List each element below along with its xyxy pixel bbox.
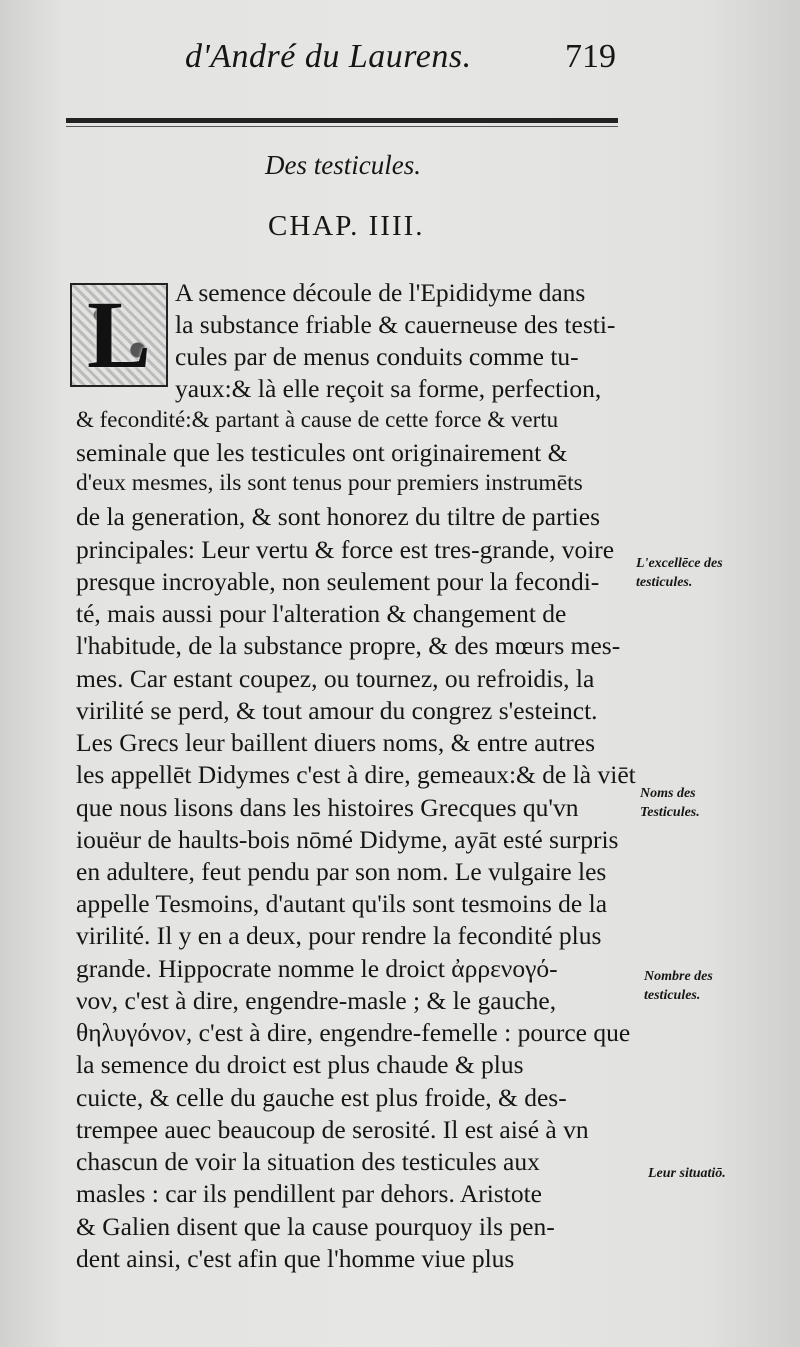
text-line: yaux:& là elle reçoit sa forme, perfection, — [175, 374, 602, 403]
text-line: principales: Leur vertu & force est tres-grande, voire — [76, 535, 615, 564]
text-line: Les Grecs leur baillent diuers noms, & entre autres — [76, 728, 596, 757]
margin-note-line: Nombre des — [644, 969, 713, 984]
text-line: grande. Hippocrate nomme le droict ἀρρενογό- — [76, 954, 558, 983]
header-rule-thin — [66, 126, 618, 127]
margin-note-line: Testicules. — [640, 804, 700, 820]
text-line: presque incroyable, non seulement pour la fecondi- — [76, 567, 600, 596]
text-line: la semence du droict est plus chaude & plus — [76, 1050, 524, 1079]
ornamental-drop-cap — [70, 283, 168, 387]
text-line: de la generation, & sont honorez du tiltre de parties — [76, 502, 600, 531]
text-line: virilité se perd, & tout amour du congrez s'esteinct. — [76, 696, 598, 725]
margin-note — [640, 785, 700, 823]
text-line: masles : car ils pendillent par dehors. Aristote — [76, 1179, 542, 1208]
header-rule — [66, 118, 618, 123]
margin-note — [648, 1165, 726, 1184]
text-line: trempee auec beaucoup de serosité. Il est aisé à vn — [76, 1115, 589, 1144]
drop-cap-letter: L — [86, 281, 152, 388]
text-line: l'habitude, de la substance propre, & des mœurs mes- — [76, 631, 621, 660]
text-line: chascun de voir la situation des testicules aux — [76, 1147, 540, 1176]
margin-note-line: Leur situatiō. — [648, 1166, 726, 1181]
margin-note — [644, 968, 713, 1006]
text-line: que nous lisons dans les histoires Grecques qu'vn — [76, 793, 579, 822]
text-line: A semence découle de l'Epididyme dans — [175, 278, 586, 307]
section-title: Des testicules. — [265, 150, 421, 180]
text-line: νον, c'est à dire, engendre-masle ; & le gauche, — [76, 986, 557, 1015]
text-line: cules par de menus conduits comme tu- — [175, 342, 579, 371]
page-number: 719 — [565, 38, 616, 75]
text-line: té, mais aussi pour l'alteration & changement de — [76, 599, 567, 628]
text-line: dent ainsi, c'est afin que l'homme viue plus — [76, 1244, 515, 1273]
text-line: appelle Tesmoins, d'autant qu'ils sont tesmoins de la — [76, 889, 608, 918]
margin-note-line: Noms des — [640, 786, 696, 801]
margin-note-line: testicules. — [636, 574, 693, 590]
text-line: la substance friable & cauerneuse des testi- — [175, 310, 616, 339]
text-line: cuicte, & celle du gauche est plus froide, & des- — [76, 1083, 567, 1112]
chapter-title: CHAP. IIII. — [268, 210, 425, 242]
text-line: seminale que les testicules ont originairement & — [76, 438, 568, 467]
running-title: d'André du Laurens. — [185, 38, 472, 75]
text-line: mes. Car estant coupez, ou tournez, ou refroidis, la — [76, 664, 595, 693]
margin-note-line: L'excellēce des — [636, 556, 723, 571]
text-line: en adultere, feut pendu par son nom. Le vulgaire les — [76, 857, 607, 886]
text-line: iouëur de haults-bois nōmé Didyme, ayāt esté surpris — [76, 825, 619, 854]
margin-note-line: testicules. — [644, 987, 701, 1003]
text-line: & Galien disent que la cause pourquoy ils pen- — [76, 1212, 555, 1241]
text-line: θηλυγόνον, c'est à dire, engendre-femelle : pource que — [76, 1018, 631, 1047]
text-line: les appellēt Didymes c'est à dire, gemeaux:& de là viēt — [76, 760, 636, 789]
text-line: d'eux mesmes, ils sont tenus pour premiers instrumēts — [76, 470, 583, 496]
text-line: & fecondité:& partant à cause de cette force & vertu — [76, 407, 559, 432]
margin-note — [636, 555, 723, 593]
text-line: virilité. Il y en a deux, pour rendre la fecondité plus — [76, 921, 602, 950]
